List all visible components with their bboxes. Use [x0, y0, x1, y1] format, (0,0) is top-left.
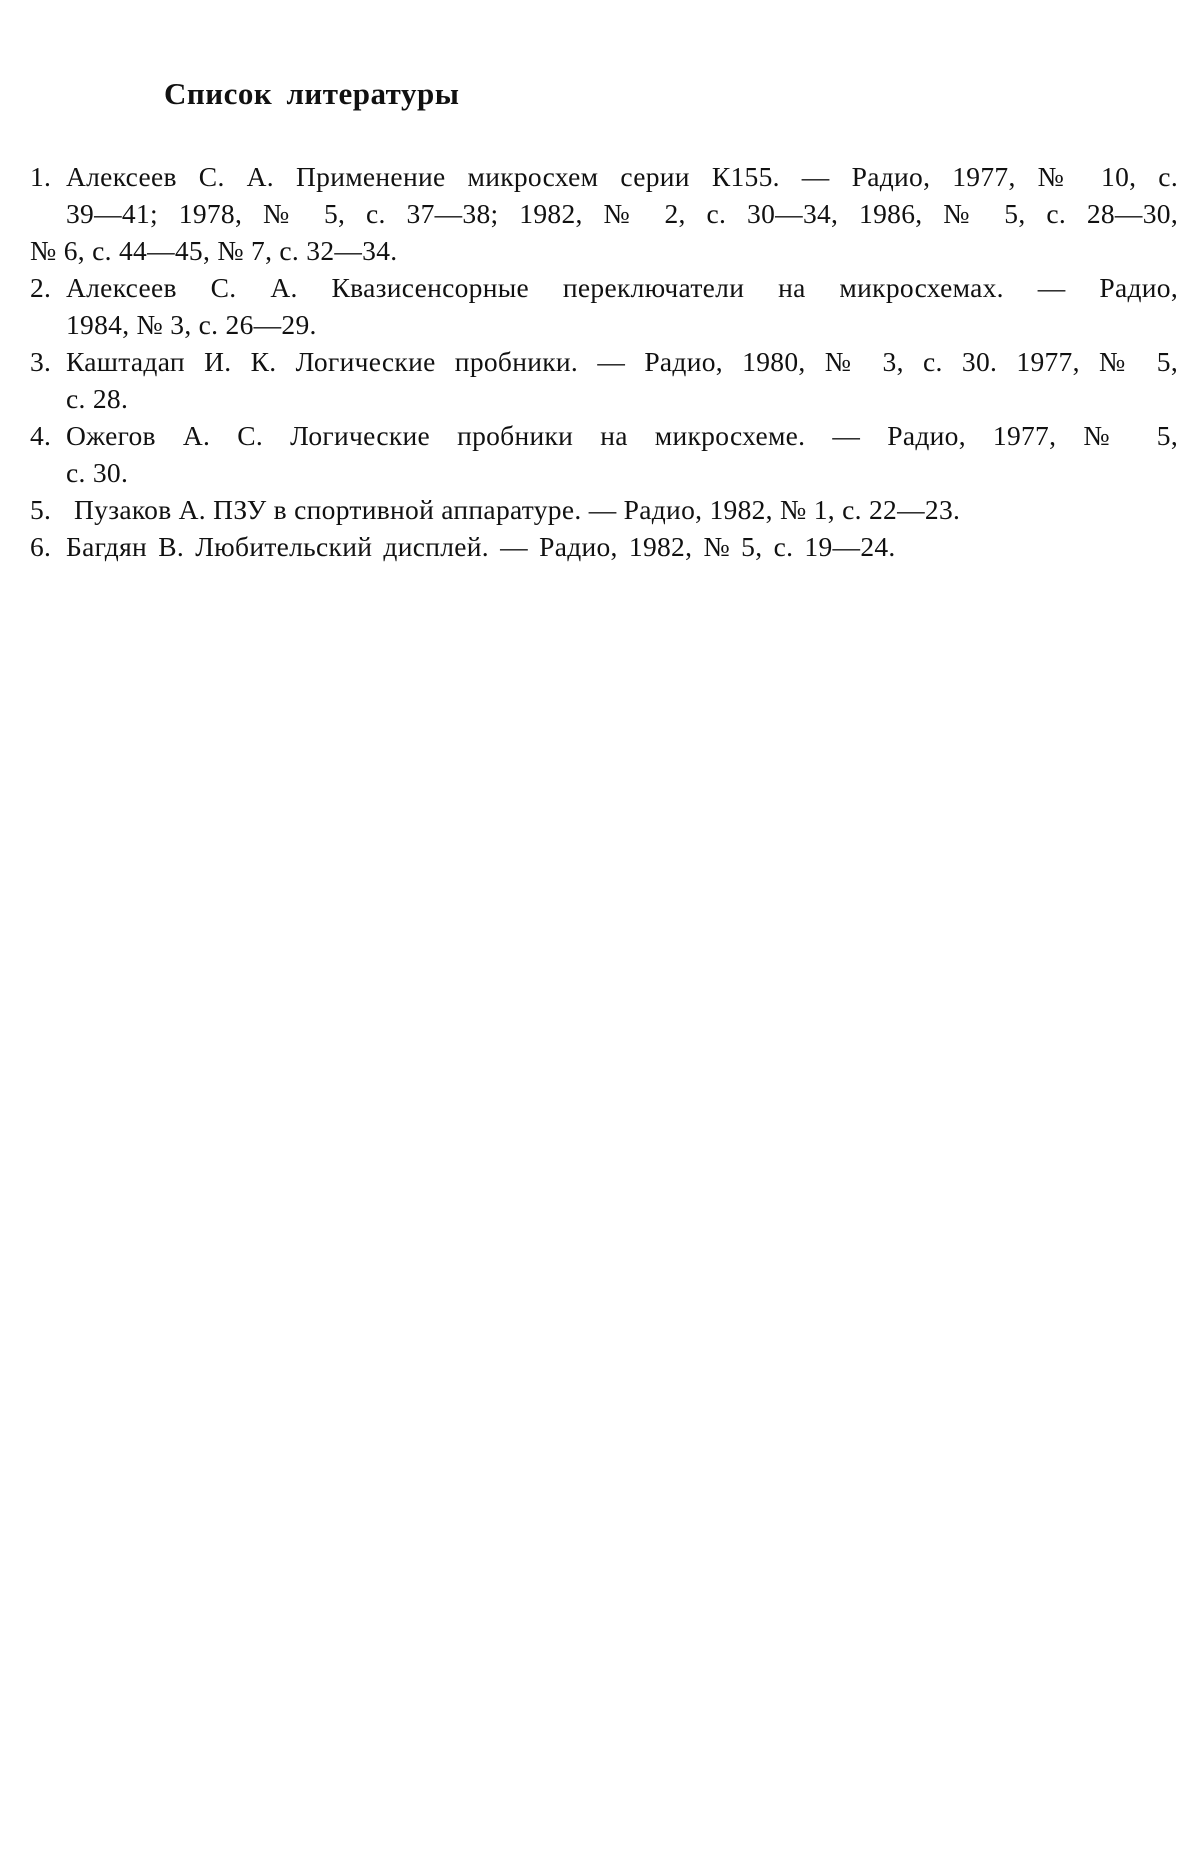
reference-item-1 [30, 158, 1178, 269]
reference-number: 5. [30, 494, 52, 525]
reference-number: 4. [30, 420, 52, 451]
reference-line: Ожегов А. С. Логические пробники на микросхеме. — Радио, 1977, № 5, [66, 420, 1178, 451]
reference-item-6 [30, 528, 1178, 565]
reference-line: 1984, № 3, с. 26—29. [66, 309, 317, 340]
reference-line: с. 30. [66, 457, 129, 488]
reference-line: с. 28. [66, 383, 129, 414]
reference-number: 3. [30, 346, 52, 377]
reference-text [30, 158, 1178, 269]
reference-item-2 [30, 269, 1178, 343]
page-title: Список литературы [164, 76, 460, 111]
reference-line: Каштадап И. К. Логические пробники. — Радио, 1980, № 3, с. 30. 1977, № 5, [66, 346, 1178, 377]
reference-text [66, 417, 1178, 491]
reference-text [66, 343, 1178, 417]
reference-number: 6. [30, 531, 52, 562]
reference-line: Алексеев С. А. Применение микросхем серии К155. — Радио, 1977, № 10, с. [66, 161, 1178, 192]
reference-text [66, 528, 1178, 565]
reference-list [30, 158, 1178, 565]
reference-text [66, 269, 1178, 343]
reference-line: Пузаков А. ПЗУ в спортивной аппаратуре. — Радио, 1982, № 1, с. 22—23. [74, 494, 961, 525]
reference-line: Алексеев С. А. Квазисенсорные переключатели на микросхемах. — Радио, [66, 272, 1178, 303]
reference-line: № 6, с. 44—45, № 7, с. 32—34. [30, 235, 398, 266]
reference-item-4 [30, 417, 1178, 491]
reference-number: 2. [30, 272, 52, 303]
reference-item-5 [30, 491, 1178, 528]
reference-line: 39—41; 1978, № 5, с. 37—38; 1982, № 2, с. 30—34, 1986, № 5, с. 28—30, [66, 198, 1178, 229]
reference-text [66, 491, 1178, 528]
reference-line: Багдян В. Любительский дисплей. — Радио, 1982, № 5, с. 19—24. [66, 531, 896, 562]
reference-item-3 [30, 343, 1178, 417]
reference-number: 1. [30, 161, 52, 192]
